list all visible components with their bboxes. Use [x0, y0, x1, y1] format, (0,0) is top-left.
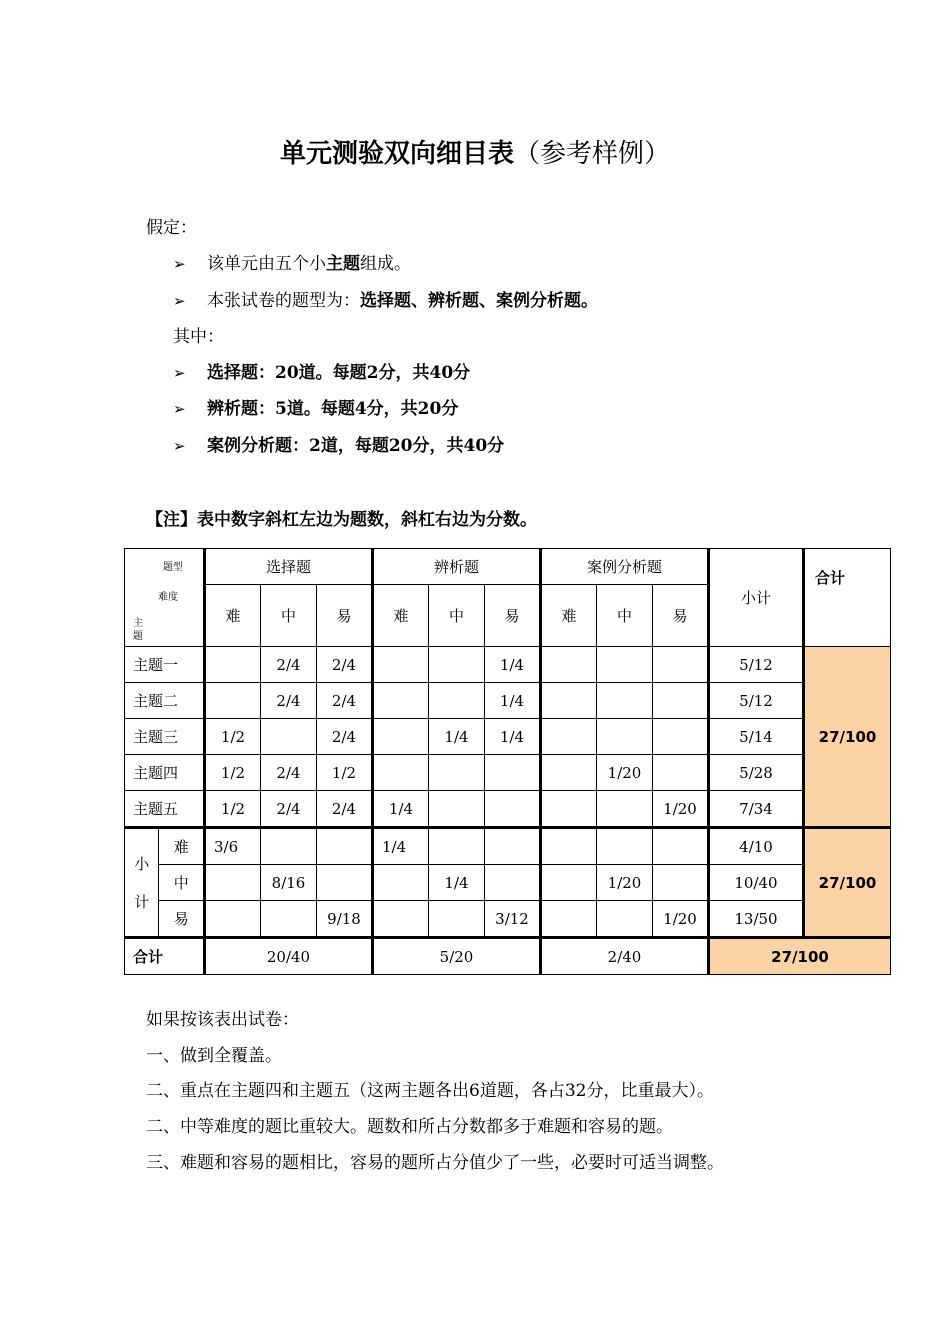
subtotal-row-label: 小 计: [125, 828, 159, 938]
bullet-arrow-icon: ➢: [173, 364, 186, 382]
topic-name: 主题一: [125, 647, 205, 683]
table-cell: 1/2: [205, 719, 261, 755]
table-cell: [653, 865, 709, 901]
table-cell: [597, 901, 653, 938]
bullet-arrow-icon: ➢: [173, 292, 186, 310]
level-total-cell: 27/100: [804, 828, 891, 938]
table-cell: [597, 828, 653, 865]
assume-item-2: ➢ 本张试卷的题型为：选择题、辨析题、案例分析题。: [173, 291, 598, 311]
table-cell: [485, 828, 541, 865]
table-cell: [485, 865, 541, 901]
subtotal-cell: 13/50: [709, 901, 804, 938]
table-cell: 1/2: [205, 791, 261, 828]
table-cell: [653, 683, 709, 719]
table-row: [125, 755, 891, 791]
table-note: 【注】表中数字斜杠左边为题数，斜杠右边为分数。: [146, 510, 537, 530]
table-row: [125, 791, 891, 828]
conclusion-item-4: 三、难题和容易的题相比，容易的题所占分值少了一些，必要时可适当调整。: [146, 1153, 724, 1173]
bullet-arrow-icon: ➢: [173, 255, 186, 273]
table-cell: [653, 647, 709, 683]
table-cell: [653, 755, 709, 791]
assume-label: 假定：: [146, 218, 197, 238]
table-cell: [429, 683, 485, 719]
spec-table: [124, 548, 891, 975]
table-cell: 3/6: [205, 828, 261, 865]
table-cell: [485, 755, 541, 791]
grand-total-cell: 27/100: [709, 938, 891, 975]
subtotal-cell: 10/40: [709, 865, 804, 901]
table-row: [125, 938, 891, 975]
table-cell: [205, 901, 261, 938]
topic-name: 主题二: [125, 683, 205, 719]
type-header-analysis: 辨析题: [373, 549, 541, 585]
table-cell: [429, 647, 485, 683]
table-cell: [653, 719, 709, 755]
table-cell: 1/2: [205, 755, 261, 791]
table-cell: [541, 683, 597, 719]
type-header-case: 案例分析题: [541, 549, 709, 585]
table-row: [125, 719, 891, 755]
table-cell: 2/4: [261, 791, 317, 828]
level-header: 中: [261, 585, 317, 647]
subtotal-cell: 4/10: [709, 828, 804, 865]
table-cell: [373, 755, 429, 791]
bullet-arrow-icon: ➢: [173, 400, 186, 418]
topic-name: 主题四: [125, 755, 205, 791]
table-cell: [597, 719, 653, 755]
subtotal-cell: 5/14: [709, 719, 804, 755]
total-header: 合计: [804, 549, 891, 647]
table-cell: [429, 791, 485, 828]
table-cell: 9/18: [317, 901, 373, 938]
table-cell: 3/12: [485, 901, 541, 938]
table-cell: [541, 828, 597, 865]
table-cell: [373, 719, 429, 755]
level-header: 难: [373, 585, 429, 647]
page-title: [0, 133, 950, 170]
detail-item-3: ➢ 案例分析题：2道，每题20分，共40分: [173, 436, 505, 456]
table-cell: 2/4: [317, 647, 373, 683]
level-name: 中: [159, 865, 205, 901]
level-header: 难: [541, 585, 597, 647]
table-cell: 1/4: [485, 719, 541, 755]
conclusion-intro: 如果按该表出试卷：: [146, 1010, 299, 1030]
topic-name: 主题三: [125, 719, 205, 755]
table-cell: [541, 901, 597, 938]
table-row: [125, 901, 891, 938]
table-cell: [541, 647, 597, 683]
table-cell: [429, 755, 485, 791]
bullet-arrow-icon: ➢: [173, 437, 186, 455]
table-cell: 1/4: [373, 791, 429, 828]
level-name: 易: [159, 901, 205, 938]
table-cell: [373, 865, 429, 901]
table-cell: 1/4: [485, 647, 541, 683]
subtotal-cell: 7/34: [709, 791, 804, 828]
topic-total-cell: 27/100: [804, 647, 891, 828]
title-paren: （参考样例）: [514, 139, 671, 169]
sum-choice: 20/40: [205, 938, 373, 975]
subtotal-cell: 5/28: [709, 755, 804, 791]
table-row: [125, 828, 891, 865]
table-cell: [597, 647, 653, 683]
subtotal-cell: 5/12: [709, 683, 804, 719]
table-cell: [205, 865, 261, 901]
level-header: 中: [429, 585, 485, 647]
level-header: 易: [653, 585, 709, 647]
among-label: 其中：: [173, 327, 224, 347]
table-cell: [373, 647, 429, 683]
table-cell: [205, 647, 261, 683]
table-cell: 1/4: [373, 828, 429, 865]
table-cell: [373, 683, 429, 719]
detail-item-1: ➢ 选择题：20道。每题2分，共40分: [173, 363, 471, 383]
table-cell: [261, 901, 317, 938]
table-cell: [541, 719, 597, 755]
corner-header: 题型 难度 主 题: [125, 549, 205, 647]
sum-case: 2/40: [541, 938, 709, 975]
conclusion-item-1: 一、做到全覆盖。: [146, 1046, 282, 1066]
table-cell: 1/2: [317, 755, 373, 791]
table-cell: [373, 901, 429, 938]
subtotal-header: 小计: [709, 549, 804, 647]
level-header: 中: [597, 585, 653, 647]
level-header: 易: [485, 585, 541, 647]
table-cell: [541, 865, 597, 901]
sum-label: 合计: [125, 938, 205, 975]
table-cell: [541, 791, 597, 828]
level-header: 难: [205, 585, 261, 647]
conclusion-item-3: 二、中等难度的题比重较大。题数和所占分数都多于难题和容易的题。: [146, 1117, 673, 1137]
sum-analysis: 5/20: [373, 938, 541, 975]
type-header-choice: 选择题: [205, 549, 373, 585]
table-cell: 2/4: [317, 683, 373, 719]
table-cell: 1/4: [429, 719, 485, 755]
detail-item-2: ➢ 辨析题：5道。每题4分，共20分: [173, 399, 459, 419]
table-cell: [317, 865, 373, 901]
table-cell: [541, 755, 597, 791]
table-cell: [597, 683, 653, 719]
table-cell: 1/20: [597, 755, 653, 791]
table-cell: 1/20: [597, 865, 653, 901]
table-cell: [429, 901, 485, 938]
table-cell: 2/4: [317, 791, 373, 828]
table-cell: 1/4: [485, 683, 541, 719]
table-cell: [597, 791, 653, 828]
table-cell: [429, 828, 485, 865]
conclusion-item-2: 二、重点在主题四和主题五（这两主题各出6道题，各占32分，比重最大）。: [146, 1081, 714, 1101]
level-header: 易: [317, 585, 373, 647]
table-cell: 2/4: [317, 719, 373, 755]
table-row: [125, 683, 891, 719]
table-cell: [261, 828, 317, 865]
table-cell: 1/20: [653, 791, 709, 828]
table-row: [125, 865, 891, 901]
table-cell: 1/4: [429, 865, 485, 901]
table-row: [125, 647, 891, 683]
table-cell: [485, 791, 541, 828]
table-cell: 8/16: [261, 865, 317, 901]
table-cell: 2/4: [261, 755, 317, 791]
assume-item-1: ➢ 该单元由五个小主题组成。: [173, 254, 411, 274]
table-cell: [317, 828, 373, 865]
subtotal-cell: 5/12: [709, 647, 804, 683]
table-cell: 1/20: [653, 901, 709, 938]
table-cell: 2/4: [261, 647, 317, 683]
table-cell: [653, 828, 709, 865]
title-main: 单元测验双向细目表: [279, 139, 514, 169]
table-cell: 2/4: [261, 683, 317, 719]
table-cell: [261, 719, 317, 755]
table-cell: [205, 683, 261, 719]
topic-name: 主题五: [125, 791, 205, 828]
level-name: 难: [159, 828, 205, 865]
